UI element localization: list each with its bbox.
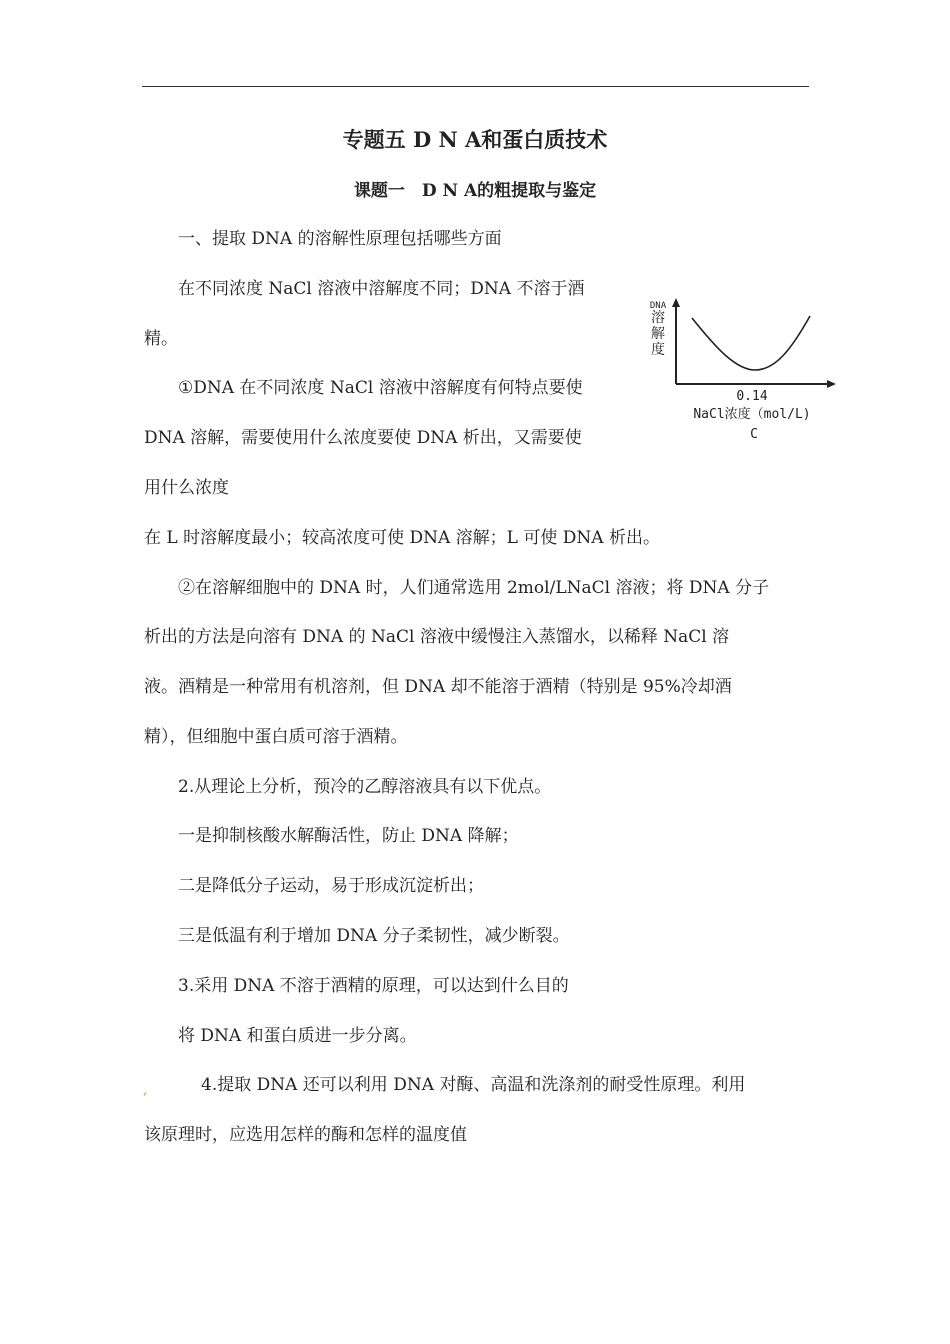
text-line: 2.从理论上分析，预冷的乙醇溶液具有以下优点。 <box>178 777 552 797</box>
stray-mark: , <box>143 1082 148 1098</box>
text-line: 在 L 时溶解度最小；较高浓度可使 DNA 溶解；L 可使 DNA 析出。 <box>144 528 660 548</box>
solubility-curve-graphic <box>640 296 840 448</box>
figure-caption: C <box>750 427 758 442</box>
text-line: 液。酒精是一种常用有机溶剂，但 DNA 却不能溶于酒精（特别是 95%冷却酒 <box>144 677 732 697</box>
text-line: 将 DNA 和蛋白质进一步分离。 <box>178 1026 417 1046</box>
x-axis-label: NaCl浓度（mol/L) <box>693 407 811 422</box>
text-line: 3.采用 DNA 不溶于酒精的原理，可以达到什么目的 <box>178 976 569 996</box>
text-line: 4.提取 DNA 还可以利用 DNA 对酶、高温和洗涤剂的耐受性原理。利用 <box>201 1075 746 1095</box>
y-axis-label: DNA 溶解度 <box>649 301 667 358</box>
text-line: 精），但细胞中蛋白质可溶于酒精。 <box>144 727 408 747</box>
text-line: 该原理时，应选用怎样的酶和怎样的温度值 <box>144 1125 467 1145</box>
text-line: ②在溶解细胞中的 DNA 时，人们通常选用 2mol/LNaCl 溶液；将 DNA 分子 <box>178 578 770 598</box>
text-line: 一、提取 DNA 的溶解性原理包括哪些方面 <box>178 229 502 249</box>
text-line: ①DNA 在不同浓度 NaCl 溶液中溶解度有何特点要使 <box>178 378 583 398</box>
header-rule <box>142 86 809 87</box>
x-tick-label: 0.14 <box>736 389 768 404</box>
text-line: 用什么浓度 <box>144 478 229 498</box>
text-line: DNA 溶解，需要使用什么浓度要使 DNA 析出，又需要使 <box>144 428 582 448</box>
solubility-figure <box>640 296 840 448</box>
text-line: 二是降低分子运动，易于形成沉淀析出； <box>178 876 484 896</box>
y-axis-arrow <box>672 298 680 307</box>
text-line: 析出的方法是向溶有 DNA 的 NaCl 溶液中缓慢注入蒸馏水，以稀释 NaCl 溶 <box>144 627 730 647</box>
text-line: 一是抑制核酸水解酶活性，防止 DNA 降解； <box>178 826 519 846</box>
x-axis-arrow <box>827 380 836 388</box>
page-title: 专题五 D N A和蛋白质技术 <box>342 127 608 152</box>
text-line: 三是低温有利于增加 DNA 分子柔韧性，减少断裂。 <box>178 926 570 946</box>
section-subtitle: 课题一 D N A的粗提取与鉴定 <box>353 181 597 201</box>
text-line: 精。 <box>144 329 178 349</box>
text-line: 在不同浓度 NaCl 溶液中溶解度不同；DNA 不溶于酒 <box>178 279 585 299</box>
solubility-curve <box>692 316 810 370</box>
